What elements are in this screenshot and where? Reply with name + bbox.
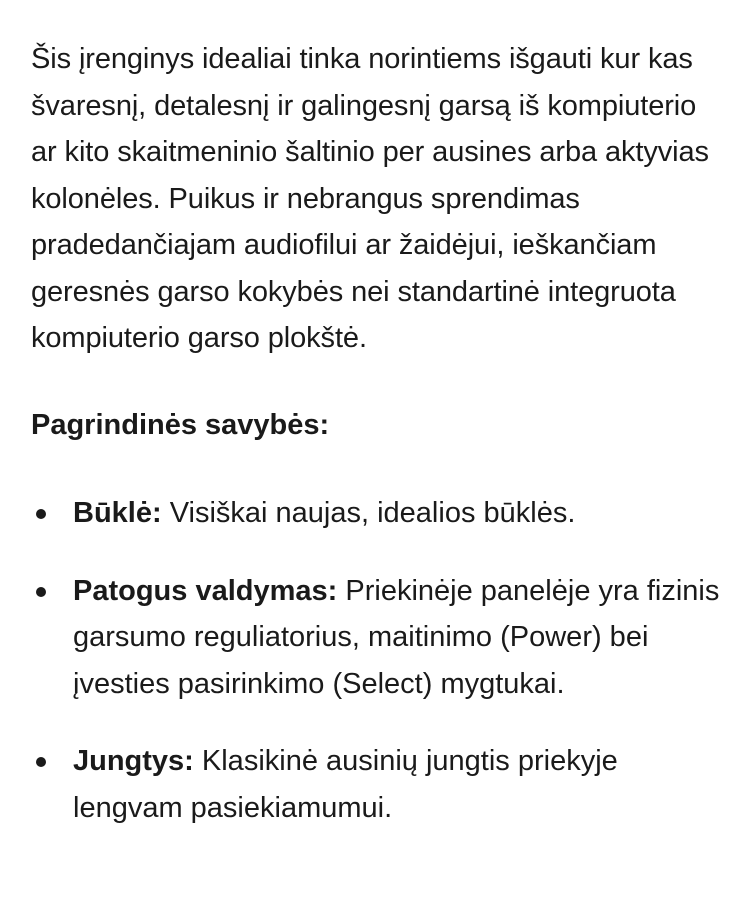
feature-name: Būklė:: [73, 497, 162, 529]
features-list: [31, 490, 721, 831]
bullet-icon: [36, 509, 46, 519]
feature-name: Jungtys:: [73, 745, 194, 777]
feature-connectors: [31, 738, 721, 831]
feature-condition: [31, 490, 721, 537]
feature-controls: [31, 568, 721, 708]
bullet-icon: [36, 757, 46, 767]
feature-name: Patogus valdymas:: [73, 574, 338, 607]
feature-text: Priekinėje panelėje yra fizinis garsumo reguliatorius, maitinimo (Power) bei įvesties pasirinkimo (Select) mygtukai.: [73, 574, 720, 700]
features-heading: Pagrindinės savybės:: [31, 408, 330, 441]
feature-text: Klasikinė ausinių jungtis priekyje lengvam pasiekiamumui.: [73, 745, 618, 824]
feature-text: Visiškai naujas, idealios būklės.: [161, 497, 576, 529]
intro-paragraph: Šis įrenginys idealiai tinka norintiems išgauti kur kas švaresnį, detalesnį ir galingesnį garsą iš kompiuterio ar kito skaitmeninio šaltinio per ausines arba aktyvias kolonėles. Puikus ir nebrangus sprendimas pradedančiajam audiofilui ar žaidėjui, ieškančiam geresnės garso kokybės nei standartinė integruota kompiuterio garso plokštė.: [31, 43, 709, 354]
bullet-icon: [36, 587, 46, 597]
